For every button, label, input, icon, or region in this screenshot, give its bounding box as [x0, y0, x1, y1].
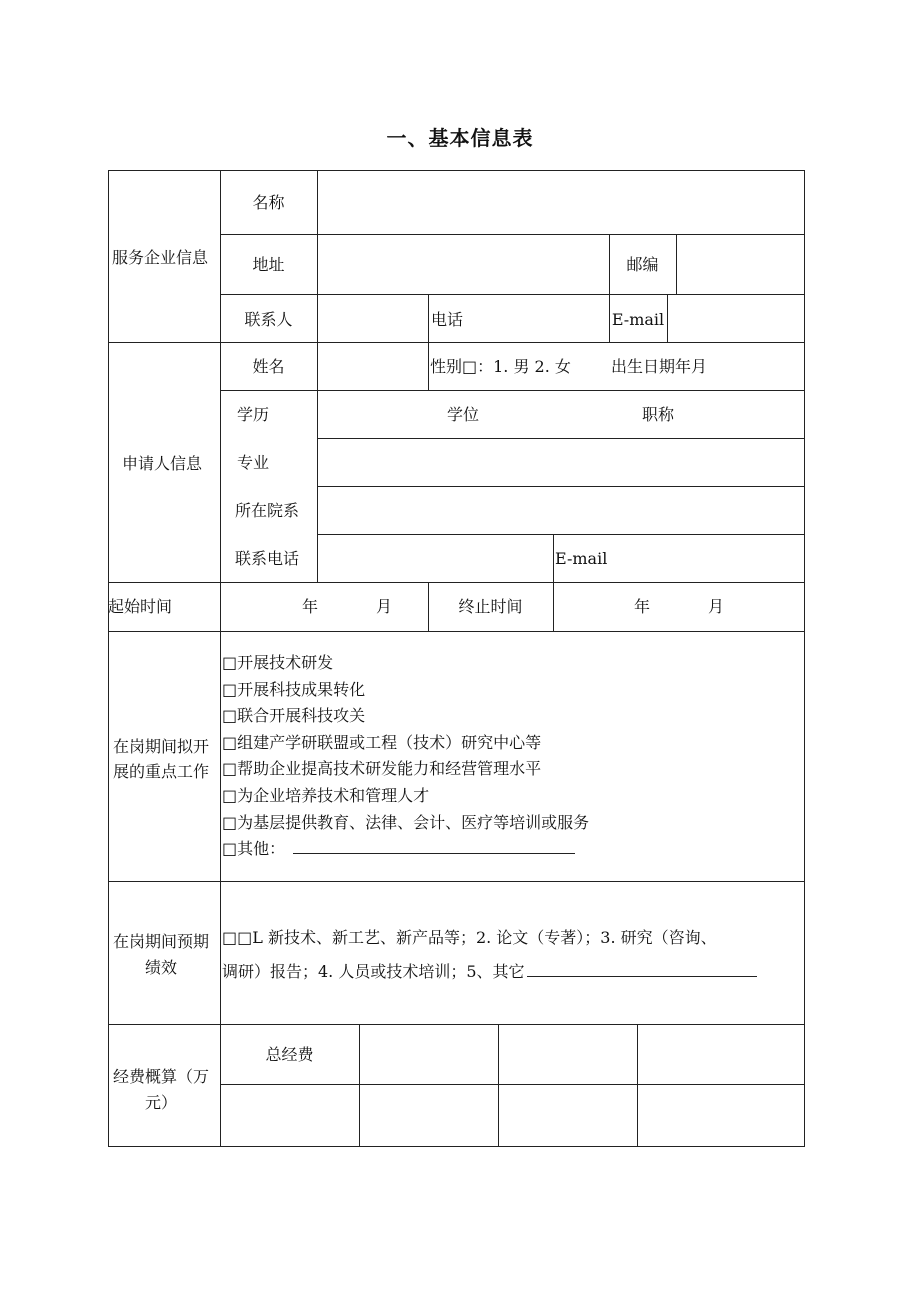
page-title: 一、基本信息表: [386, 126, 534, 150]
start-month-label: 月: [376, 597, 393, 616]
key-work-option[interactable]: □联合开展科技攻关: [222, 706, 366, 726]
end-time-label: 终止时间: [458, 597, 523, 616]
expected-other-blank[interactable]: [527, 962, 757, 977]
enterprise-address-label: 地址: [252, 255, 285, 274]
start-year-label: 年: [302, 597, 319, 616]
key-work-option[interactable]: □开展技术研发: [222, 653, 334, 672]
total-budget-label: 总经费: [265, 1045, 314, 1064]
department-label: 所在院系: [235, 501, 300, 520]
education-label: 学历: [237, 405, 270, 424]
key-work-options: [222, 650, 782, 863]
end-month-label: 月: [708, 597, 725, 616]
applicant-name-label: 姓名: [252, 357, 285, 376]
budget-label: 经费概算（万 元）: [113, 1067, 210, 1112]
major-label: 专业: [237, 453, 270, 472]
key-work-label: 在岗期间拟开 展的重点工作: [113, 737, 210, 781]
birth-date-label: 出生日期年月: [611, 357, 708, 376]
key-work-option-other[interactable]: □其他：: [222, 836, 782, 863]
enterprise-name-label: 名称: [252, 193, 285, 212]
expected-text-line2: 调研）报告；4. 人员或技术培训；5、其它: [222, 962, 757, 982]
service-enterprise-label: 服务企业信息: [112, 248, 209, 267]
enterprise-email-label: E-mail: [611, 310, 665, 329]
start-time-label: 起始时间: [108, 597, 173, 616]
end-year-label: 年: [634, 597, 651, 616]
applicant-email-label: E-mail: [555, 549, 608, 568]
expected-text-line1: □□L 新技术、新工艺、新产品等；2. 论文（专著）；3. 研究（咨询、: [222, 928, 717, 947]
key-work-option[interactable]: □组建产学研联盟或工程（技术）研究中心等: [222, 732, 542, 752]
key-work-option[interactable]: □为企业培养技术和管理人才: [222, 785, 430, 805]
other-blank-line[interactable]: [293, 839, 575, 854]
enterprise-phone-label: 电话: [431, 310, 464, 329]
key-work-option[interactable]: □为基层提供教育、法律、会计、医疗等培训或服务: [222, 812, 590, 832]
enterprise-contact-label: 联系人: [244, 310, 293, 329]
enterprise-postcode-label: 邮编: [626, 255, 659, 274]
key-work-option[interactable]: □开展科技成果转化: [222, 679, 366, 699]
degree-label: 学位: [447, 405, 480, 424]
applicant-phone-label: 联系电话: [235, 549, 300, 568]
expected-label: 在岗期间预期 绩效: [113, 932, 210, 977]
applicant-label: 申请人信息: [122, 454, 203, 473]
gender-field: 性别□：1. 男 2. 女: [430, 357, 571, 376]
key-work-option[interactable]: □帮助企业提高技术研发能力和经营管理水平: [222, 759, 542, 779]
job-title-label: 职称: [642, 405, 675, 424]
